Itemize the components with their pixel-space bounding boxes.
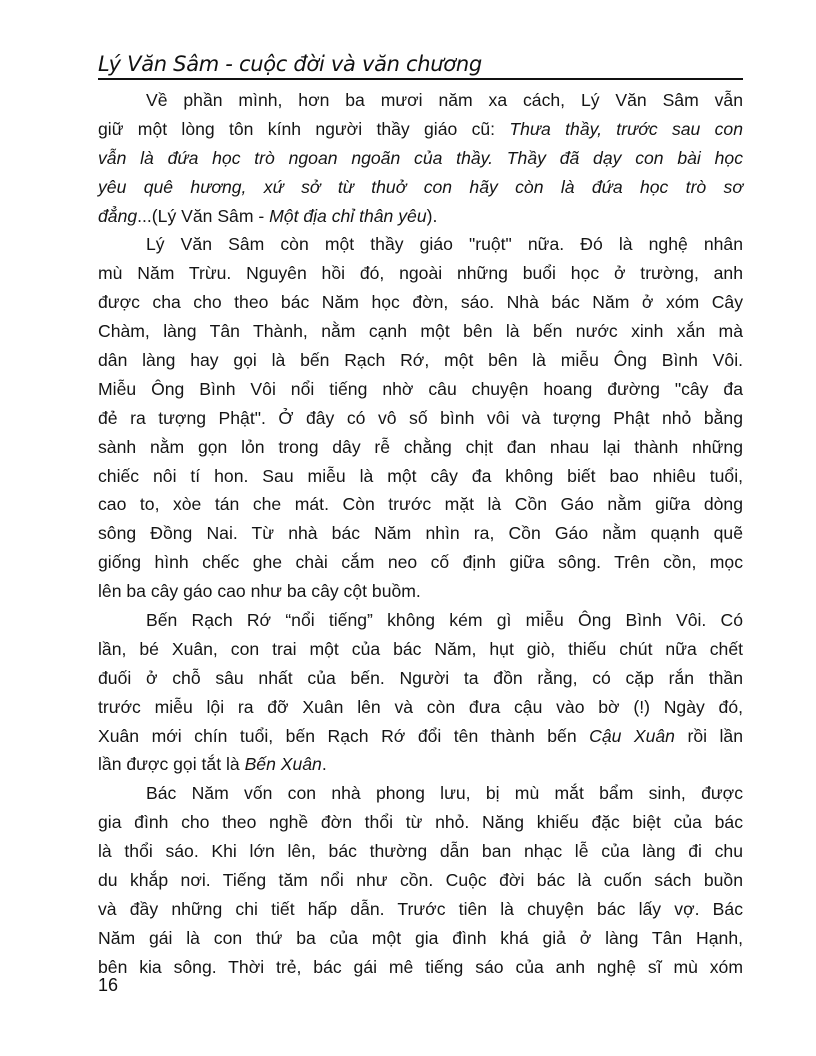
text-line [98,895,743,924]
text-line [98,693,743,722]
text-run: rồi lần [674,725,743,746]
text-line [98,722,743,751]
text-run: Xuân mới chín tuổi, bến Rạch Rớ đổi tên thành bến [98,725,590,746]
text-line [98,837,743,866]
italic-text: Thưa thầy, trước sau con [509,118,743,139]
text-run: du khắp nơi. Tiếng tăm nổi như cồn. Cuộc đời bác là cuốn sách buồn [98,870,743,891]
text-run: lần được gọi tắt là [98,754,245,775]
text-run: sông Đồng Nai. Từ nhà bác Năm nhìn ra, Cồn Gáo nằm quạnh quẽ [98,523,743,544]
italic-text: đẳng [98,205,138,226]
text-run: gia đình cho theo nghề đờn thổi từ nhỏ. Năng khiếu đặc biệt của bác [98,812,743,833]
text-line [98,202,743,231]
text-line [98,404,743,433]
text-run: lần, bé Xuân, con trai một của bác Năm, hụt giò, thiếu chút nữa chết [98,638,743,659]
text-run: Về phần mình, hơn ba mươi năm xa cách, Lý Văn Sâm vẫn [146,90,743,110]
body-text [98,86,743,982]
text-run: sành nằm gọn lỏn trong dây rễ chằng chịt đan nhau lại thành những [98,436,743,457]
text-line [98,144,743,173]
text-line [98,433,743,462]
text-run: . [321,754,327,775]
text-line [98,375,743,404]
text-run: Bến Rạch Rớ “nổi tiếng” không kém gì miễu Ông Bình Vôi. Có [146,610,743,631]
text-line [98,317,743,346]
text-line [98,953,743,982]
paragraph-first-line [98,779,743,808]
text-run: dân làng hay gọi là bến Rạch Rớ, một bên là miễu Ông Bình Vôi. [98,350,743,371]
italic-text: Một địa chỉ thân yêu [269,205,427,226]
text-run: bên kia sông. Thời trẻ, bác gái mê tiếng sáo của anh nghệ sĩ mù xóm [98,956,743,977]
text-run: đuối ở chỗ sâu nhất của bến. Người ta đồn rằng, có cặp rắn thần [98,667,743,688]
text-line [98,462,743,491]
italic-text: Cậu Xuân [589,725,675,746]
italic-text: Bến Xuân [244,754,322,775]
text-line [98,519,743,548]
text-run: Bác Năm vốn con nhà phong lưu, bị mù mắt bẩm sinh, được [146,783,743,804]
text-run: là thổi sáo. Khi lớn lên, bác thường dẫn ban nhạc lễ của làng đi chu [98,841,743,862]
text-line [98,924,743,953]
text-run: cao to, xòe tán che mát. Còn trước mặt là Cồn Gáo nằm giữa dòng [98,494,743,515]
paragraph-first-line [98,230,743,259]
text-run: Miễu Ông Bình Vôi nổi tiếng nhờ câu chuyện hoang đường "cây đa [98,378,743,399]
text-line [98,548,743,577]
text-line [98,346,743,375]
paragraph-first-line [98,86,743,115]
text-run: Chàm, làng Tân Thành, nằm cạnh một bên là bến nước xinh xắn mà [98,321,743,342]
text-run: được cha cho theo bác Năm học đờn, sáo. Nhà bác Năm ở xóm Cây [98,292,743,313]
text-run: trước miễu lội ra đỡ Xuân lên và còn đưa cậu vào bờ (!) Ngày đó, [98,696,743,717]
text-run: mù Năm Trừu. Nguyên hồi đó, ngoài những buổi học ở trường, anh [98,263,743,284]
text-line [98,577,743,606]
running-header-title: Lý Văn Sâm - cuộc đời và văn chương [98,50,743,80]
text-run: giữ một lòng tôn kính người thầy giáo cũ: [98,118,510,139]
text-line [98,259,743,288]
text-run: giống hình chếc ghe chài cắm neo cố định giữa sông. Trên cồn, mọc [98,552,743,573]
text-run: chiếc nôi tí hon. Sau miễu là một cây đa không biết bao nhiêu tuổi, [98,465,743,486]
text-run: Năm gái là con thứ ba của một gia đình khá giả ở làng Tân Hạnh, [98,927,743,948]
text-run: đẻ ra tượng Phật". Ở đây có vô số bình vôi và tượng Phật nhỏ bằng [98,407,743,428]
text-line [98,808,743,837]
text-run: Lý Văn Sâm còn một thầy giáo "ruột" nữa. Đó là nghệ nhân [146,234,743,255]
text-run: lên ba cây gáo cao như ba cây cột buồm. [98,581,421,602]
page-number: 16 [98,975,119,995]
text-run: ). [426,205,438,226]
italic-text: vẫn là đứa học trò ngoan ngoãn của thầy. Thầy đã dạy con bài học [98,147,743,168]
italic-text: yêu quê hương, xứ sở từ thuở con hãy còn là đứa học trò sơ [98,176,743,197]
text-run: và đầy những chi tiết hấp dẫn. Trước tiên là chuyện bác lấy vợ. Bác [98,898,743,919]
text-line [98,288,743,317]
paragraph-first-line [98,606,743,635]
text-line [98,750,743,779]
text-line [98,635,743,664]
text-run: ...(Lý Văn Sâm - [137,205,270,226]
text-line [98,173,743,202]
text-line [98,664,743,693]
text-line [98,866,743,895]
text-line [98,115,743,144]
text-line [98,490,743,519]
